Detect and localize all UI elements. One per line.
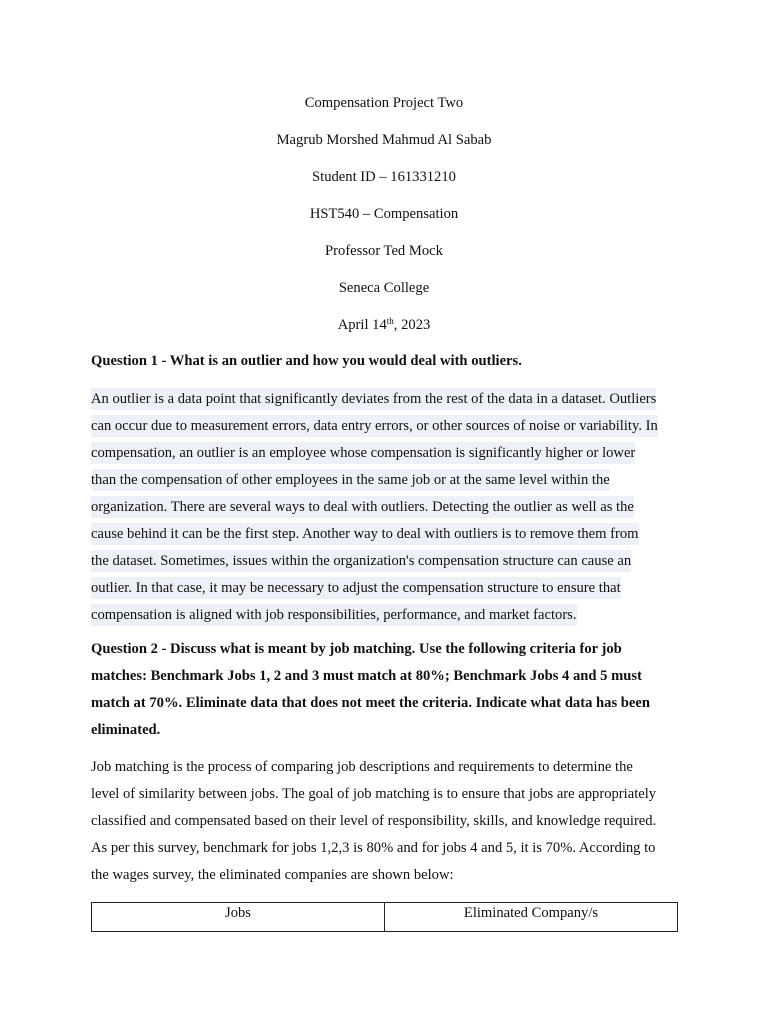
question2-answer	[91, 754, 678, 889]
answer-line-text: can occur due to measurement errors, data entry errors, or other sources of noise or variability. In	[91, 415, 658, 437]
question2-heading	[91, 636, 678, 744]
answer-line	[91, 602, 678, 629]
professor-name: Professor Ted Mock	[325, 243, 443, 259]
submission-date	[0, 314, 768, 351]
date-suffix: , 2023	[393, 317, 431, 333]
answer-line	[91, 521, 678, 548]
answer-line-text: than the compensation of other employees in the same job or at the same level within the	[91, 469, 610, 491]
college-name: Seneca College	[338, 280, 430, 296]
question2-section	[91, 636, 678, 744]
table-header-row	[92, 903, 678, 932]
answer-line	[91, 386, 678, 413]
course-name: HST540 – Compensation	[309, 206, 459, 222]
answer-line-text: outlier. In that case, it may be necessary to adjust the compensation structure to ensure that	[91, 577, 621, 599]
project-title: Compensation Project Two	[304, 95, 464, 111]
table-header-jobs: Jobs	[92, 903, 385, 932]
answer-line	[91, 494, 678, 521]
answer-line-text: organization. There are several ways to deal with outliers. Detecting the outlier as well as the	[91, 496, 634, 518]
answer-line	[91, 413, 678, 440]
answer-line	[91, 548, 678, 575]
answer-line	[91, 575, 678, 602]
answer-line-text: An outlier is a data point that significantly deviates from the rest of the data in a dataset. Outliers	[91, 388, 656, 410]
eliminated-companies-table	[91, 902, 678, 932]
author-name: Magrub Morshed Mahmud Al Sabab	[276, 132, 492, 148]
question1-heading: Question 1 - What is an outlier and how you would deal with outliers.	[91, 353, 522, 369]
heading-line: match at 70%. Eliminate data that does not meet the criteria. Indicate what data has been	[91, 695, 650, 711]
table-header-eliminated: Eliminated Company/s	[385, 903, 678, 932]
answer-line	[91, 440, 678, 467]
question1-section	[91, 348, 678, 375]
answer-line: As per this survey, benchmark for jobs 1,2,3 is 80% and for jobs 4 and 5, it is 70%. According to	[91, 840, 656, 856]
question2-answer-paragraph	[91, 754, 678, 889]
answer-line: classified and compensated based on their level of responsibility, skills, and knowledge required.	[91, 813, 657, 829]
answer-line: the wages survey, the eliminated companies are shown below:	[91, 867, 454, 883]
heading-line: eliminated.	[91, 722, 161, 738]
answer-line-text: compensation is aligned with job responsibilities, performance, and market factors.	[91, 604, 577, 626]
date-ordinal: th	[386, 316, 394, 326]
question1-answer	[91, 386, 678, 629]
answer-line	[91, 467, 678, 494]
answer-line-text: cause behind it can be the first step. Another way to deal with outliers is to remove them from	[91, 523, 639, 545]
answer-line: level of similarity between jobs. The goal of job matching is to ensure that jobs are appropriately	[91, 786, 657, 802]
heading-line: Question 2 - Discuss what is meant by job matching. Use the following criteria for job	[91, 641, 622, 657]
heading-line: matches: Benchmark Jobs 1, 2 and 3 must match at 80%; Benchmark Jobs 4 and 5 must	[91, 668, 642, 684]
answer-line-text: compensation, an outlier is an employee whose compensation is significantly higher or lower	[91, 442, 635, 464]
answer-line: Job matching is the process of comparing job descriptions and requirements to determine the	[91, 759, 633, 775]
student-id: Student ID – 161331210	[312, 169, 456, 185]
title-block	[0, 92, 768, 351]
question1-answer-paragraph	[91, 386, 678, 629]
date-prefix: April 14	[337, 317, 387, 333]
answer-line-text: the dataset. Sometimes, issues within the organization's compensation structure can cause an	[91, 550, 631, 572]
